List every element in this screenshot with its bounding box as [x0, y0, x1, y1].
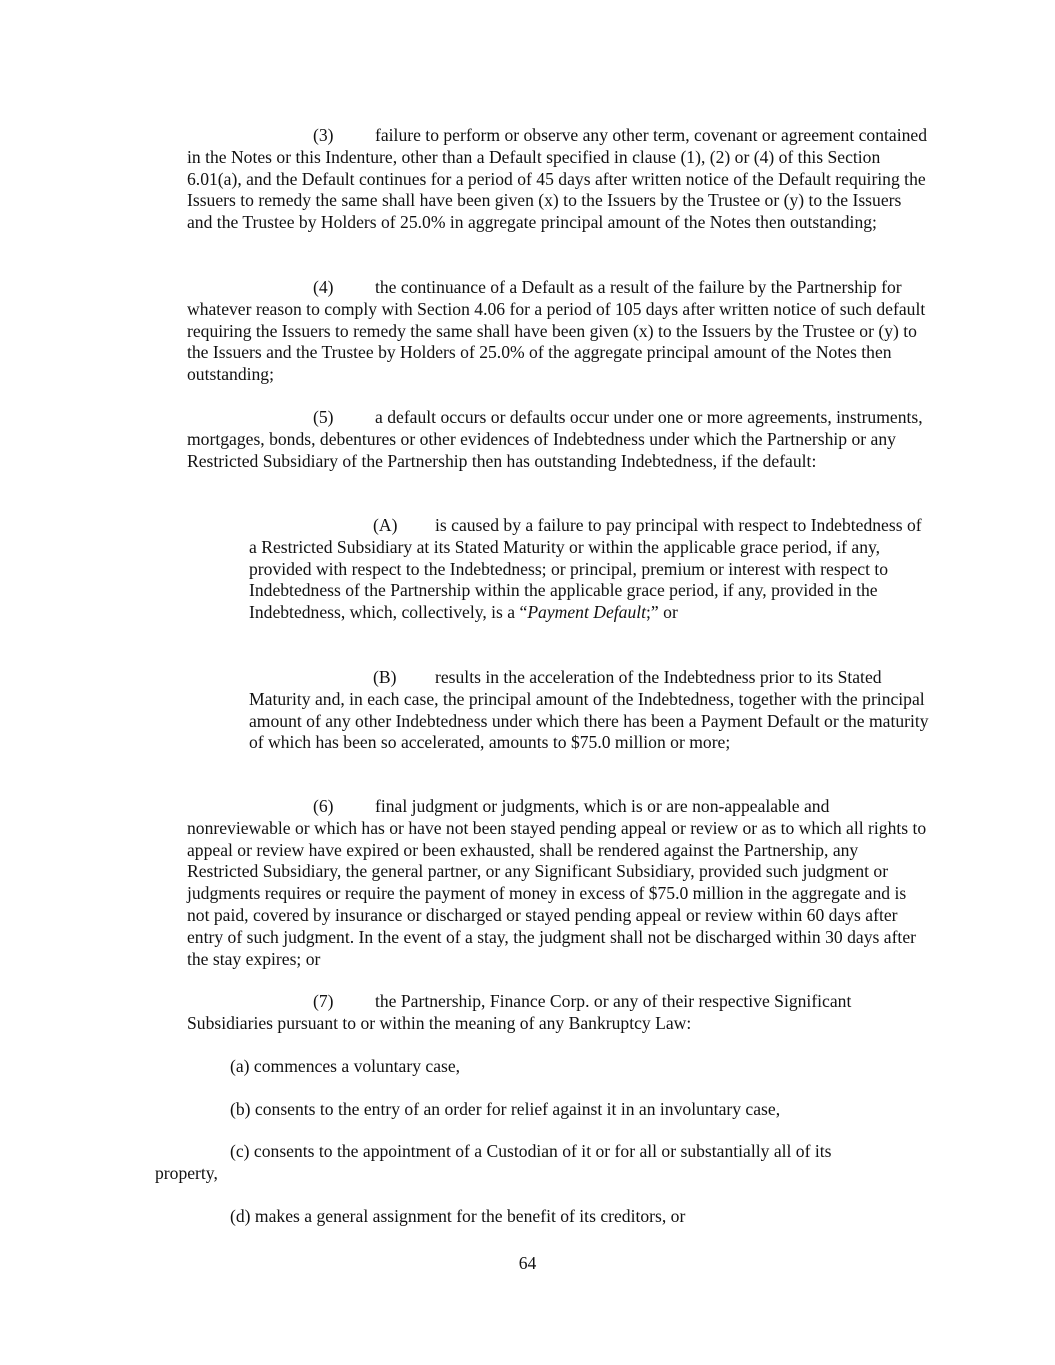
defined-term: Payment Default	[527, 602, 647, 623]
clause-7	[187, 991, 927, 1035]
subclause-number: (B)	[373, 667, 397, 687]
sublist-item-c: (c) consents to the appointment of a Custodian of it or for all or substantially all of its property,	[155, 1141, 832, 1183]
clause-number: (4)	[313, 277, 334, 297]
clause-number: (5)	[313, 407, 334, 427]
subclause-text-end: ;” or	[646, 602, 678, 623]
subclause-a	[249, 515, 929, 624]
sublist-item-d: (d) makes a general assignment for the benefit of its creditors, or	[230, 1206, 686, 1226]
clause-5	[187, 407, 927, 472]
clause-4	[187, 277, 927, 386]
clause-6	[187, 796, 927, 970]
clause-number: (3)	[313, 125, 334, 145]
clause-text: the Partnership, Finance Corp. or any of their respective Significant Subsidiaries pursuant to or within the meaning of any Bankruptcy Law:	[187, 991, 852, 1033]
subclause-text: is caused by a failure to pay principal with respect to Indebtedness of a Restricted Subsidiary at its Stated Maturity or within the applicable grace period, if any, provided with respect to the Indebtedness; or principal, premium or interest with respect to Indebtedness of the Partnership within the applicable grace period, if any, provided in the Indebtedness, which, collectively, is a “	[249, 515, 922, 623]
page-number: 64	[518, 1253, 537, 1273]
sublist-item-a: (a) commences a voluntary case,	[230, 1056, 461, 1076]
clause-number: (6)	[313, 796, 334, 816]
clause-3	[187, 125, 927, 234]
clause-text: the continuance of a Default as a result of the failure by the Partnership for whatever reason to comply with Section 4.06 for a period of 105 days after written notice of such default requiring the Issuers to remedy the same shall have been given (x) to the Issuers by the Trustee or (y) to the Issuers and the Trustee by Holders of 25.0% of the aggregate principal amount of the Notes then outstanding;	[187, 277, 926, 385]
clause-text: a default occurs or defaults occur under one or more agreements, instruments, mortgages, bonds, debentures or other evidences of Indebtedness under which the Partnership or any Restricted Subsidiary of the Partnership then has outstanding Indebtedness, if the default:	[187, 407, 923, 471]
clause-text: final judgment or judgments, which is or are non-appealable and nonreviewable or which has or have not been stayed pending appeal or review or as to which all rights to appeal or review have expired or been exhausted, shall be rendered against the Partnership, any Restricted Subsidiary, the general partner, or any Significant Subsidiary, provided such judgment or judgments requires or require the payment of money in excess of $75.0 million in the aggregate and is not paid, covered by insurance or discharged or stayed pending appeal or review within 60 days after entry of such judgment. In the event of a stay, the judgment shall not be discharged within 30 days after the stay expires; or	[187, 796, 927, 969]
sublist-item-b: (b) consents to the entry of an order for relief against it in an involuntary case,	[230, 1099, 781, 1119]
clause-number: (7)	[313, 991, 334, 1011]
clause-text: failure to perform or observe any other term, covenant or agreement contained in the Notes or this Indenture, other than a Default specified in clause (1), (2) or (4) of this Section 6.01(a), and the Default continues for a period of 45 days after written notice of the Default requiring the Issuers to remedy the same shall have been given (x) to the Issuers by the Trustee or (y) to the Issuers and the Trustee by Holders of 25.0% in aggregate principal amount of the Notes then outstanding;	[187, 125, 928, 233]
subclause-text: results in the acceleration of the Indebtedness prior to its Stated Maturity and, in each case, the principal amount of the Indebtedness, together with the principal amount of any other Indebtedness under which there has been a Payment Default or the maturity of which has been so accelerated, amounts to $75.0 million or more;	[249, 667, 929, 753]
subclause-number: (A)	[373, 515, 398, 535]
subclause-b	[249, 667, 929, 754]
